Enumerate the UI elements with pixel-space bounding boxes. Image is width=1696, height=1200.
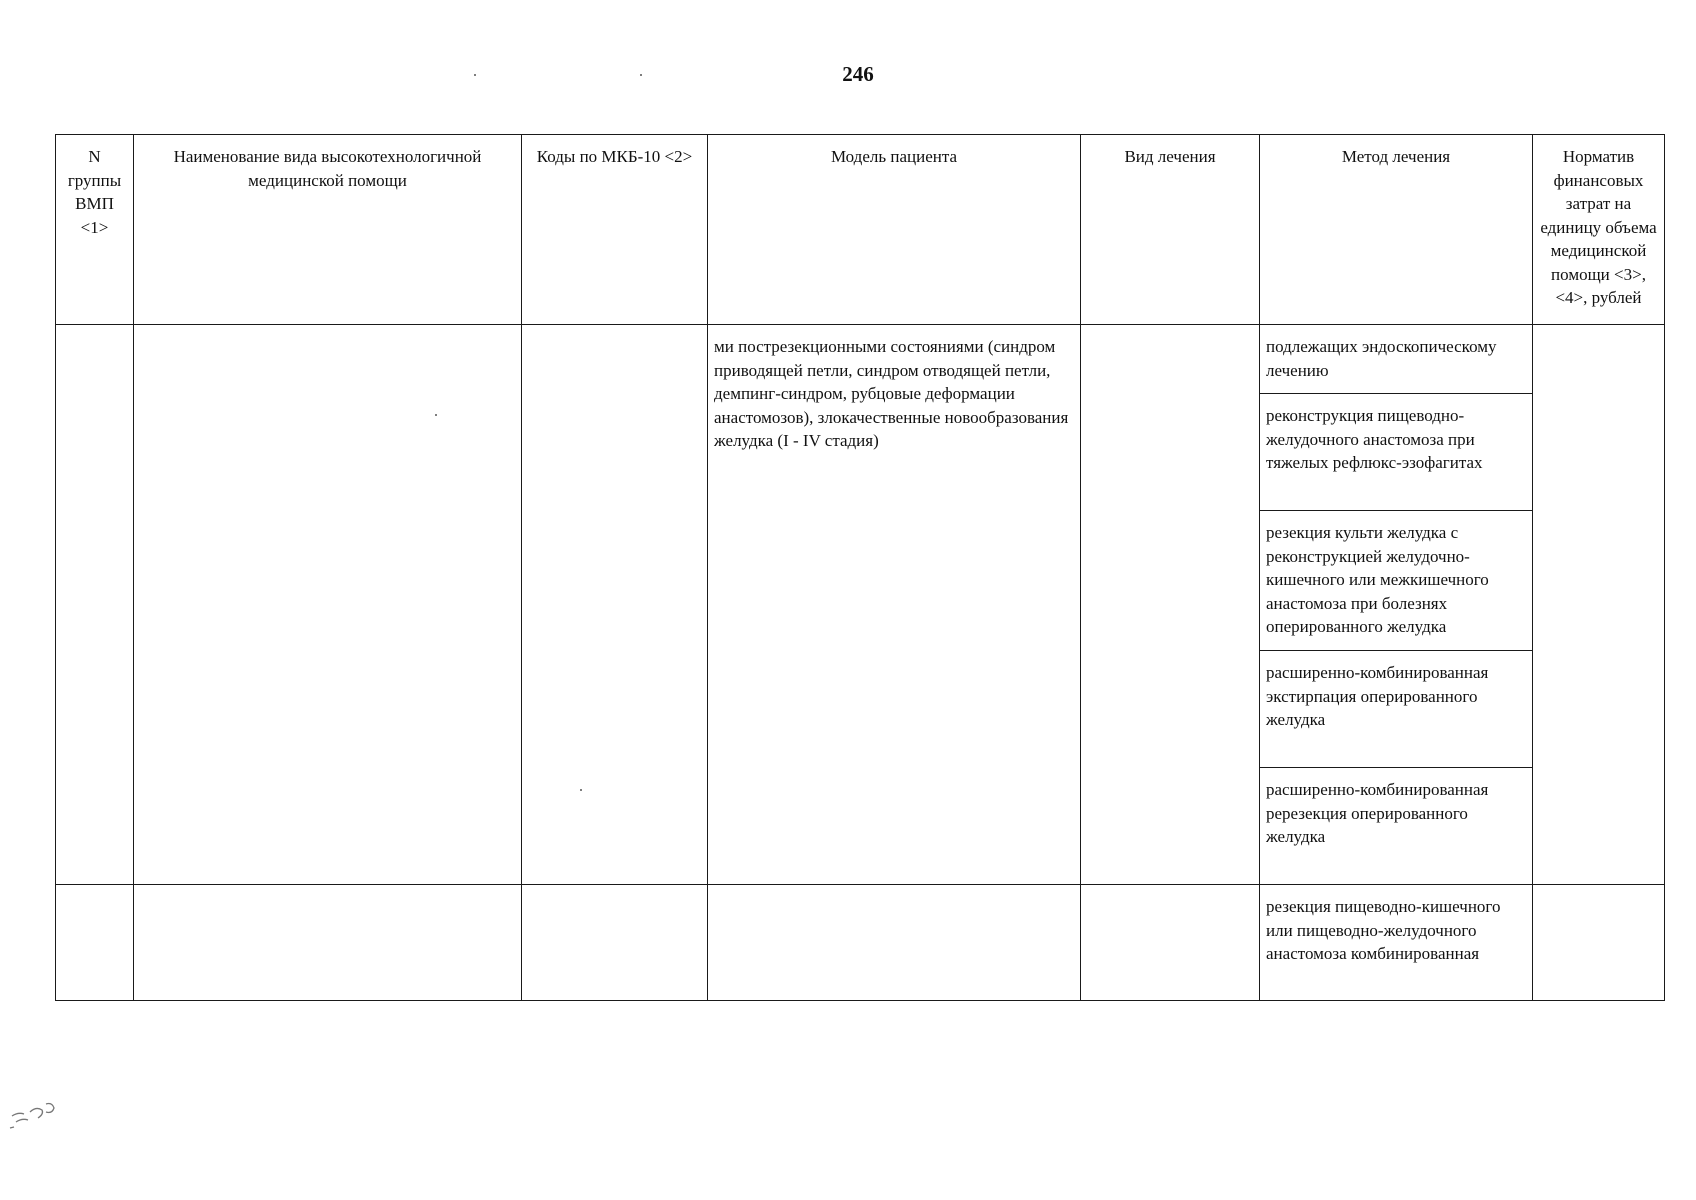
scan-speck [435,414,437,416]
cell-method: расширенно-комбинированная экстирпация оперированного желудка [1260,651,1533,768]
header-group-number: N группы ВМП <1> [56,135,134,325]
scan-speck [640,74,642,76]
scan-speck [580,789,582,791]
cell-icd-codes [522,885,708,1001]
header-patient-model: Модель пациента [708,135,1081,325]
header-cost-norm: Норматив финансовых затрат на единицу объема медицинской помощи <3>, <4>, рублей [1533,135,1665,325]
cell-method: резекция пищеводно-кишечного или пищеводно-желудочного анастомоза комбинированная [1260,885,1533,1001]
cell-care-name [134,885,522,1001]
cell-cost-norm [1533,885,1665,1001]
scan-scribble [8,1098,58,1134]
table-row [56,325,1665,394]
header-icd-codes: Коды по МКБ-10 <2> [522,135,708,325]
cell-method: подлежащих эндоскопическому лечению [1260,325,1533,394]
cell-method: резекция культи желудка с реконструкцией желудочно-кишечного или межкишечного анастомоза при болезнях оперированного желудка [1260,511,1533,651]
table-row [56,885,1665,1001]
header-treatment-type: Вид лечения [1081,135,1260,325]
cell-patient-model [708,885,1081,1001]
page-number: 246 [842,62,874,86]
header-care-name: Наименование вида высокотехнологичной медицинской помощи [134,135,522,325]
cell-method: расширенно-комбинированная ререзекция оперированного желудка [1260,768,1533,885]
cell-care-name [134,325,522,885]
cell-treatment-type [1081,885,1260,1001]
cell-icd-codes [522,325,708,885]
cell-group-number [56,325,134,885]
header-treatment-method: Метод лечения [1260,135,1533,325]
cell-group-number [56,885,134,1001]
cell-cost-norm [1533,325,1665,885]
vmp-table [55,134,1665,1001]
cell-method: реконструкция пищеводно-желудочного анастомоза при тяжелых рефлюкс-эзофагитах [1260,394,1533,511]
cell-treatment-type [1081,325,1260,885]
scan-speck [474,74,476,76]
cell-patient-model: ми пострезекционными состояниями (синдром приводящей петли, синдром отводящей петли, демпинг-синдром, рубцовые деформации анастомозов), злокачественные новообразования желудка (I - IV стадия) [708,325,1081,885]
header-row [56,135,1665,325]
